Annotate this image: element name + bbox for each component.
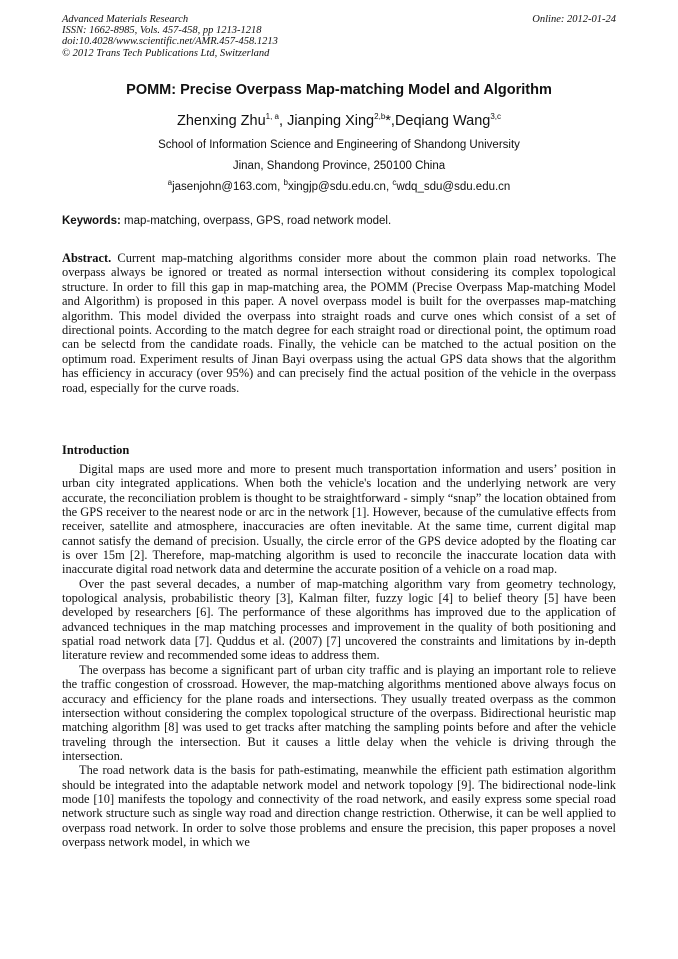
- copyright-line: © 2012 Trans Tech Publications Ltd, Switzerland: [62, 47, 270, 59]
- author-emails: [62, 178, 616, 193]
- abstract: [62, 251, 616, 395]
- introduction-body: [62, 462, 616, 849]
- keywords-label: Keywords:: [62, 215, 121, 227]
- author-affiliation-mark: 3,c: [490, 112, 502, 122]
- author-separator: ,: [279, 113, 288, 129]
- keywords-text: map-matching, overpass, GPS, road network model.: [120, 215, 392, 227]
- author-affiliation-mark: 1, a: [265, 112, 279, 122]
- abstract-text: Current map-matching algorithms consider more about the common plain road networks. The overpass always be ignored or treated as normal intersection without considering its complex topological structure. In order to fill this gap in map-matching area, the POMM (Precise Overpass Map-matching Model and Algorithm) is proposed in this paper. A novel overpass model is built for the overpasses map-matching algorithm. This model divided the overpass into straight roads and curve ones which consist of a set of directional points. According to the match degree for each straight road or directional point, the optimum road can be selectd from the candidate roads. Finally, the vehicle can be matched to the actual position on the optimum road. Experiment results of Jinan Bayi overpass using the actual GPS data shows that the algorithm has efficiency in accuracy (over 95%) and can precisely find the actual position of the vehicle in the overpass road, especially for the curve roads.: [62, 251, 616, 395]
- journal-name: Advanced Materials Research: [62, 14, 189, 25]
- email-mark: b: [283, 178, 288, 188]
- journal-header: [62, 14, 616, 59]
- email-mark: c: [392, 178, 397, 188]
- doi-line: doi:10.4028/www.scientific.net/AMR.457-458.1213: [62, 36, 278, 48]
- issn-line: ISSN: 1662-8985, Vols. 457-458, pp 1213-1218: [62, 25, 262, 37]
- abstract-label: Abstract.: [62, 251, 112, 265]
- paragraph: Digital maps are used more and more to present much transportation information and users’ position in urban city integrated applications. When both the vehicle's location and the underlying network are very accurate, the reconciliation problem is thought to be straightforward - simply “snap” the location obtained from the GPS receiver to the nearest node or arc in the network [1]. However, because of the cumulative effects from receiver, satellite and atmosphere, inaccuracies are often inevitable. At the same time, current digital map cannot satisfy the demand of precision. Usually, the circle error of the GPS device adopted by the floating car is over 15m [2]. Therefore, map-matching algorithm is used to reconcile the inaccurate location data with inaccurate digital road network data and determine the accurate position of a vehicle on a road map.: [62, 462, 616, 577]
- email-address: wdq_sdu@sdu.edu.cn: [396, 181, 511, 193]
- section-heading: Introduction: [62, 443, 130, 457]
- keywords: [62, 215, 616, 227]
- paragraph: The overpass has become a significant part of urban city traffic and is playing an important role to relieve the traffic congestion of crossroad. However, the map-matching algorithms mentioned above always focus on accuracy and efficiency for the plane roads and intersections. They usually treated overpass as the common intersection without considering the complex topological structure of the overpass. Bidirectional heuristic map matching algorithm [8] was used to get tracks after matching the sampling points before and after the vehicle traveling through the intersection. But it causes a little delay when the vehicle is driving through the intersection.: [62, 662, 616, 763]
- corresponding-author-mark: *: [385, 113, 391, 129]
- paragraph: Over the past several decades, a number of map-matching algorithm vary from geometry technology, topological analysis, probabilistic theory [3], Kalman filter, fuzzy logic [4] to belief theory [5] have been developed by researchers [6]. The performance of these algorithms has improved due to the application of advanced techniques in the map matching processes and improvement in the quality of both positioning and spatial road network data [7]. Quddus et al. (2007) [7] uncovered the constraints and limitations by in-depth literature review and recommended some ideas to address them.: [62, 576, 616, 663]
- author-name: Jianping Xing: [287, 113, 375, 129]
- online-date: Online: 2012-01-24: [532, 14, 616, 25]
- email-address: xingjp@sdu.edu.cn,: [287, 181, 393, 193]
- paper-title: POMM: Precise Overpass Map-matching Model and Algorithm: [126, 82, 552, 98]
- author-list: [62, 113, 616, 129]
- author-separator: ,: [390, 113, 395, 129]
- author-name: Deqiang Wang: [394, 113, 491, 129]
- author-name: Zhenxing Zhu: [176, 113, 266, 129]
- affiliation-line: School of Information Science and Engineering of Shandong University: [158, 139, 520, 151]
- paragraph: The road network data is the basis for path-estimating, meanwhile the efficient path estimation algorithm should be integrated into the adaptable network model and network topology [9]. The bidirectional node-link mode [10] manifests the topology and connectivity of the road network, and easily express some special road network structure such as single way road and direction change restriction. Otherwise, it can be well applied to overpass road network. In order to solve those problems and ensure the precision, this paper proposes a novel overpass network model, in which we: [62, 763, 616, 849]
- author-affiliation-mark: 2,b: [374, 112, 386, 122]
- affiliation-address: Jinan, Shandong Province, 250100 China: [232, 160, 446, 172]
- email-address: jasenjohn@163.com,: [172, 181, 284, 193]
- email-mark: a: [167, 178, 173, 188]
